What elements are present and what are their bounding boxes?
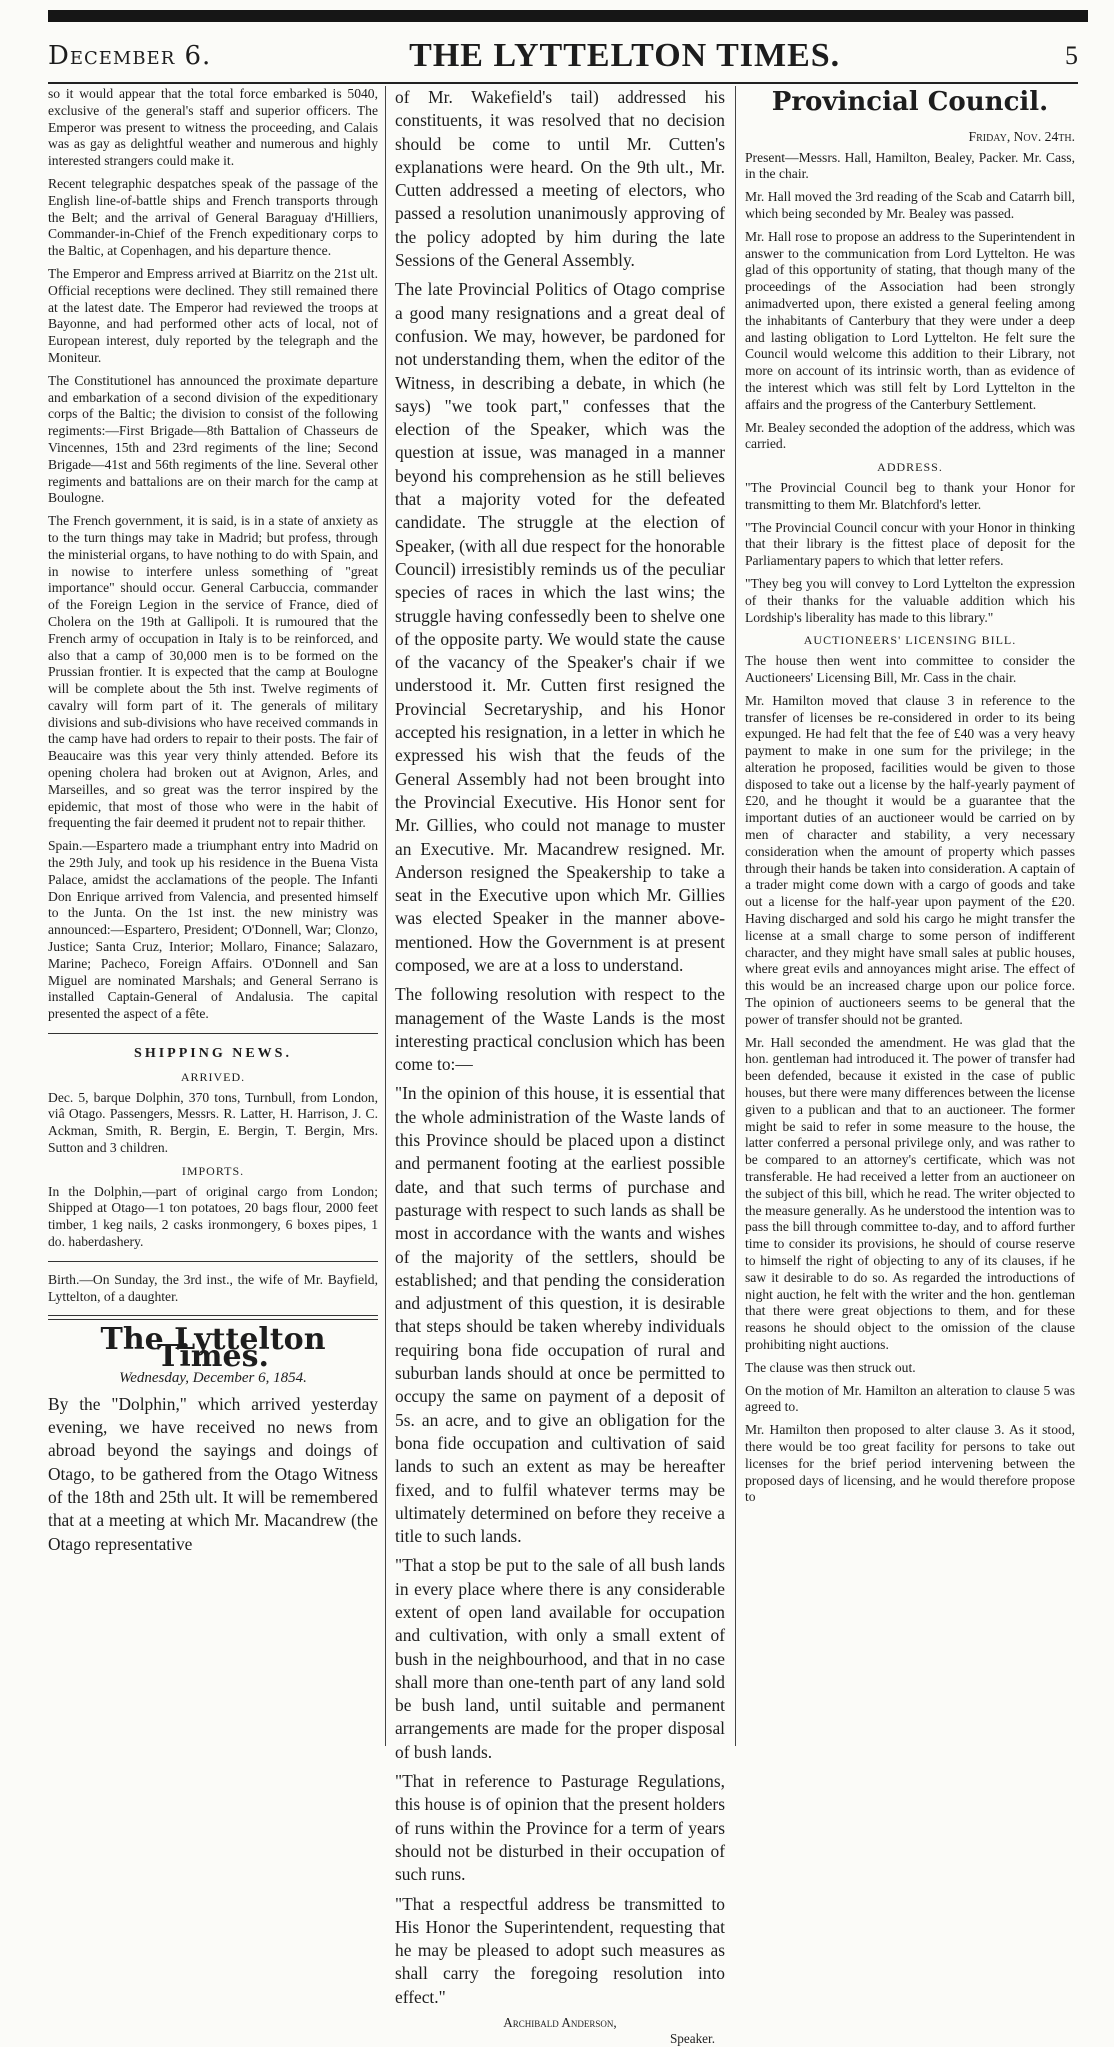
paragraph: Recent telegraphic despatches speak of the passage of the English line-of-battle ships and French transports through the Belt; and the arrival of General Baraguay d'Hilliers, Commander-in-Chief of the French expeditionary corps to the Baltic, at Copenhagen, and his departure thence. [48,175,378,259]
page-number: 5 [1065,41,1078,70]
paragraph: The Constitutionel has announced the proximate departure and embarkation of a second division of the expeditionary corps of the Baltic; the division to consist of the following regiments:—First Brigade—8th Battalion of Chasseurs de Vincennes, 15th and 23rd regiments of the line; Second Brigade—41st and 56th regiments of the line. Several other regiments and battalions are on their march for the camp at Boulogne. [48,372,378,506]
paragraph: The French government, it is said, is in a state of anxiety as to the turn things may take in Madrid; but profess, through the ministerial organs, to have nothing to do with Spain, and in nowise to interfere unless something of "great importance" should occur. General Carbuccia, commander of the Foreign Legion in the service of France, died of Cholera on the 19th at Gallipoli. It is rumoured that the French army of occupation in Italy is to be reinforced, and also that a camp of 30,000 men is to be formed on the Prussian frontier. It is expected that the camp at Boulogne will be complete about the 5th inst. Twelve regiments of cavalry will form part of it. The generals of military divisions and sub-divisions who have received commands in the camp have had orders to repair to their posts. The fair of Beaucaire was this year very thinly attended. Before its opening cholera had broken out at Avignon, Arles, and Marseilles, and so great was the terror inspired by the epidemic, that most of those who were in the habit of frequenting the fair deemed it prudent not to repair thither. [48,513,378,831]
editorial-paragraph: The late Provincial Politics of Otago comprise a good many resignations and a great deal of confusion. We may, however, be pardoned for not understanding them, when the editor of the Witness, in describing a debate, in which (he says) "we took part," confesses that the election of the Speaker, which was the question at issue, was managed in a manner beyond his comprehension as he still believes that a majority voted for the defeated candidate. The struggle at the election of Speaker, (with all due respect for the honorable Council) irresistibly reminds us of the peculiar species of races in which the last wins; the struggle having confessedly been to shelve one of the opposite party. We would state the cause of the vacancy of the Speaker's chair if we understood it. Mr. Cutten first resigned the Provincial Secretaryship, and his Honor accepted his resignation, in a letter in which he expressed his wish that the feuds of the General Assembly had not been brought into the Provincial Executive. His Honor sent for Mr. Gillies, who could not manage to muster an Executive. Mr. Macandrew resigned. Mr. Anderson resigned the Speakership to take a seat in the Executive upon which Mr. Gillies was elected Speaker in the manner above-mentioned. How the Government is at present composed, we are at a loss to understand. [395,279,725,975]
paragraph: Mr. Hall seconded the amendment. He was glad that the hon. gentleman had introduced it. The power of transfer had been defended, because it existed in the case of public houses, but there were many differences between the license given to a publican and that to an auctioneer. The former might be said to refer in some measure to the house, the latter conferred a personal privilege only, and was rather to be compared to an attorney's certificate, which was not transferable. He had received a letter from an auctioneer on the subject of this bill, which he read. The writer objected to the measure generally. As he understood the intention was to pass the bill through committee to-day, and to afford further time to consider its provisions, he should of course reserve to himself the right of objecting to any of its clauses, if he saw it desirable to do so. As regarded the introductions of night auction, he felt with the writer and the hon. gentleman that there were great objections to them, and for these reasons he should object to the omission of the clause prohibiting night auctions. [745,1034,1075,1352]
section-divider [48,1315,378,1320]
top-rule [48,10,1088,22]
column-rule [735,86,736,1746]
section-divider [48,1033,378,1034]
provincial-council-title: Provincial Council. [771,87,1049,117]
imports-label: IMPORTS. [181,1163,245,1178]
paragraph: Mr. Bealey seconded the adoption of the address, which was carried. [745,419,1075,452]
arrived-label: ARRIVED. [180,1069,246,1084]
resolution-quote: "In the opinion of this house, it is essential that the whole administration of the Waste lands of this Province should be placed upon a distinct and permanent footing at the earliest possible date, and that such terms of purchase and pasturage with respect to such lands as shall be most in accordance with the wants and wishes of the majority of the settlers, should be established; and that pending the consideration and adjustment of this question, it is desirable that steps should be taken whereby individuals requiring bona fide occupation of rural and suburban lands should at once be permitted to occupy the same on payment of a deposit of 5s. an acre, and to give an obligation for the bona fide occupation and cultivation of said lands to such an extent as may be hereafter fixed, and to fulfil whatever terms may be ultimately determined on before they receive a title to such lands. [395,1083,725,1547]
column-middle [395,86,725,2047]
paragraph: Mr. Hall rose to propose an address to the Superintendent in answer to the communication from Lord Lyttelton. He was glad of this opportunity of stating, that though many of the proceedings of the Association had been strongly animadverted upon, there existed a general feeling among the inhabitants of Canterbury that they were under a deep and lasting obligation to Lord Lyttelton. He felt sure the Council would welcome this addition to their Library, not more on account of its intrinsic worth, than as evidence of the interest which was still felt by Lord Lyttelton in the affairs and the progress of the Canterbury Settlement. [745,228,1075,412]
paragraph: "The Provincial Council beg to thank your Honor for transmitting to them Mr. Blatchford's letter. [745,479,1075,512]
signer-role: Speaker. [669,2031,715,2047]
paragraph: In the Dolphin,—part of original cargo from London; Shipped at Otago—1 ton potatoes, 20 bags flour, 2000 feet timber, 1 keg nails, 2 casks ironmongery, 6 boxes pipes, 1 do. haberdashery. [48,1183,378,1249]
council-date: Friday, Nov. 24th. [968,128,1075,144]
editorial-dateline: Wednesday, December 6, 1854. [119,1369,307,1386]
resolution-quote: "That a respectful address be transmitted to His Honor the Superintendent, requesting that he may be pleased to adopt such measures as shall carry the foregoing resolution into effect." [395,1893,725,2007]
paragraph: The Emperor and Empress arrived at Biarritz on the 21st ult. Official receptions were declined. They still remained there at the latest date. The Emperor had reviewed the troops at Bayonne, and had performed other acts of local, not of European interest, duly reported by the telegraph and the Moniteur. [48,265,378,365]
paragraph: Mr. Hamilton then proposed to alter clause 3. As it stood, there would be too great facility for persons to take out licenses for the brief period intervening between the proposed days of licensing, and he would therefore propose to [745,1422,1075,1505]
shipping-news-heading: SHIPPING NEWS. [134,1046,292,1062]
masthead [48,32,1078,80]
signer-name: Archibald Anderson, [503,2015,617,2031]
editorial-paragraph: By the "Dolphin," which arrived yesterday evening, we have received no news from abroad beyond the sayings and doings of Otago, to be gathered from the Otago Witness of the 18th and 25th ult. It will be remembered that at a meeting at which Mr. Macandrew (the Otago representative [48,1393,378,1554]
birth-notice: Birth.—On Sunday, the 3rd inst., the wife of Mr. Bayfield, Lyttelton, of a daughter. [48,1271,378,1304]
resolution-quote: "That a stop be put to the sale of all bush lands in every place where there is any considerable extent of open land available for occupation and cultivation, with only a small extent of bush in the neighbourhood, and that in no case shall more than one-tenth part of any land sold be bush land, until suitable and permanent arrangements are made for the proper disposal of bush lands. [395,1555,725,1762]
editorial-paragraph: The following resolution with respect to the management of the Waste Lands is the most interesting practical conclusion which has been come to:— [395,984,725,1075]
paragraph: On the motion of Mr. Hamilton an alteration to clause 5 was agreed to. [745,1382,1075,1415]
editorial-paragraph: of Mr. Wakefield's tail) addressed his constituents, it was resolved that no decision should be come to until Mr. Cutten's explanations were heard. On the 9th ult., Mr. Cutten addressed a meeting of electors, who passed a resolution unanimously approving of the policy adopted by him during the late Sessions of the General Assembly. [395,87,725,271]
paragraph: The clause was then struck out. [745,1359,916,1375]
newspaper-title: THE LYTTELTON TIMES. [409,37,841,74]
paragraph: Dec. 5, barque Dolphin, 370 tons, Turnbull, from London, viâ Otago. Passengers, Messrs. R. Latter, H. Harrison, J. C. Ackman, Smith, R. Bergin, E. Bergin, T. Bergin, Mrs. Sutton and 3 children. [48,1089,378,1156]
address-label: ADDRESS. [877,460,943,475]
masthead-date: December 6. [48,41,212,71]
paragraph: "They beg you will convey to Lord Lyttelton the expression of their thanks for the valuable addition which his Lordship's liberality has made to this library." [745,575,1075,625]
paragraph: The house then went into committee to consider the Auctioneers' Licensing Bill, Mr. Cass in the chair. [745,653,1075,685]
paragraph: Spain.—Espartero made a triumphant entry into Madrid on the 29th July, and took up his residence in the Buena Vista Palace, amidst the acclamations of the people. The Infanti Don Enrique arrived from Valencia, and presented himself to the Junta. On the 1st inst. the new ministry was announced:—Espartero, President; O'Donnell, War; Clonzo, Justice; Santa Cruz, Interior; Mollaro, Finance; Salazaro, Marine; Pacheco, Foreign Affairs. O'Donnell and San Miguel are nominated Marshals; and General Serrano is installed Captain-General of Andalusia. The capital presented the aspect of a fête. [48,838,378,1022]
paragraph: so it would appear that the total force embarked is 5040, exclusive of the general's staff and superior officers. The Emperor was present to witness the proceeding, and Calais was as gay as delightful weather and numerous and highly interested strangers could make it. [48,86,378,169]
paragraph: Mr. Hall moved the 3rd reading of the Scab and Catarrh bill, which being seconded by Mr. Bealey was passed. [745,189,1075,221]
paragraph: Present—Messrs. Hall, Hamilton, Bealey, Packer. Mr. Cass, in the chair. [745,149,1075,182]
header-rule [48,82,1078,84]
paragraph: Mr. Hamilton moved that clause 3 in reference to the transfer of licenses be re-considered in order to its being expunged. He had felt that the fee of £40 was a very heavy payment to make in one sum for the privilege; in the alteration he proposed, facilities would be given to those disposed to take out a license by the half-yearly payment of £20, and he thought it would be a guarantee that the important duties of an auctioneer would be carried on by men of character and stability, a very necessary consideration when the amount of property which passes through their hands be taken into consideration. A captain of a trader might come down with a cargo of goods and take out a license for the half-year upon payment of the £20. Having discharged and sold his cargo he might transfer the license at a small charge to some person of indifferent character, and they might have small sales at public houses, where great evils and annoyances might arise. The effect of this would be an increased charge upon our police force. The opinion of auctioneers seems to be general that the power of transfer should not be granted. [745,692,1075,1027]
section-divider [48,1261,378,1262]
lyttelton-times-title: The Lyttelton Times. [100,1322,326,1375]
column-right [745,86,1075,1512]
resolution-quote: "That in reference to Pasturage Regulations, this house is of opinion that the present holders of runs within the Province for a term of years should not be disturbed in their occupation of such runs. [395,1771,725,1885]
paragraph: "The Provincial Council concur with your Honor in thinking that their library is the fittest place of deposit for the Parliamentary papers to which that letter refers. [745,519,1075,569]
bill-label: AUCTIONEERS' LICENSING BILL. [803,633,1017,648]
column-rule [385,86,386,1746]
column-left [48,86,378,1562]
